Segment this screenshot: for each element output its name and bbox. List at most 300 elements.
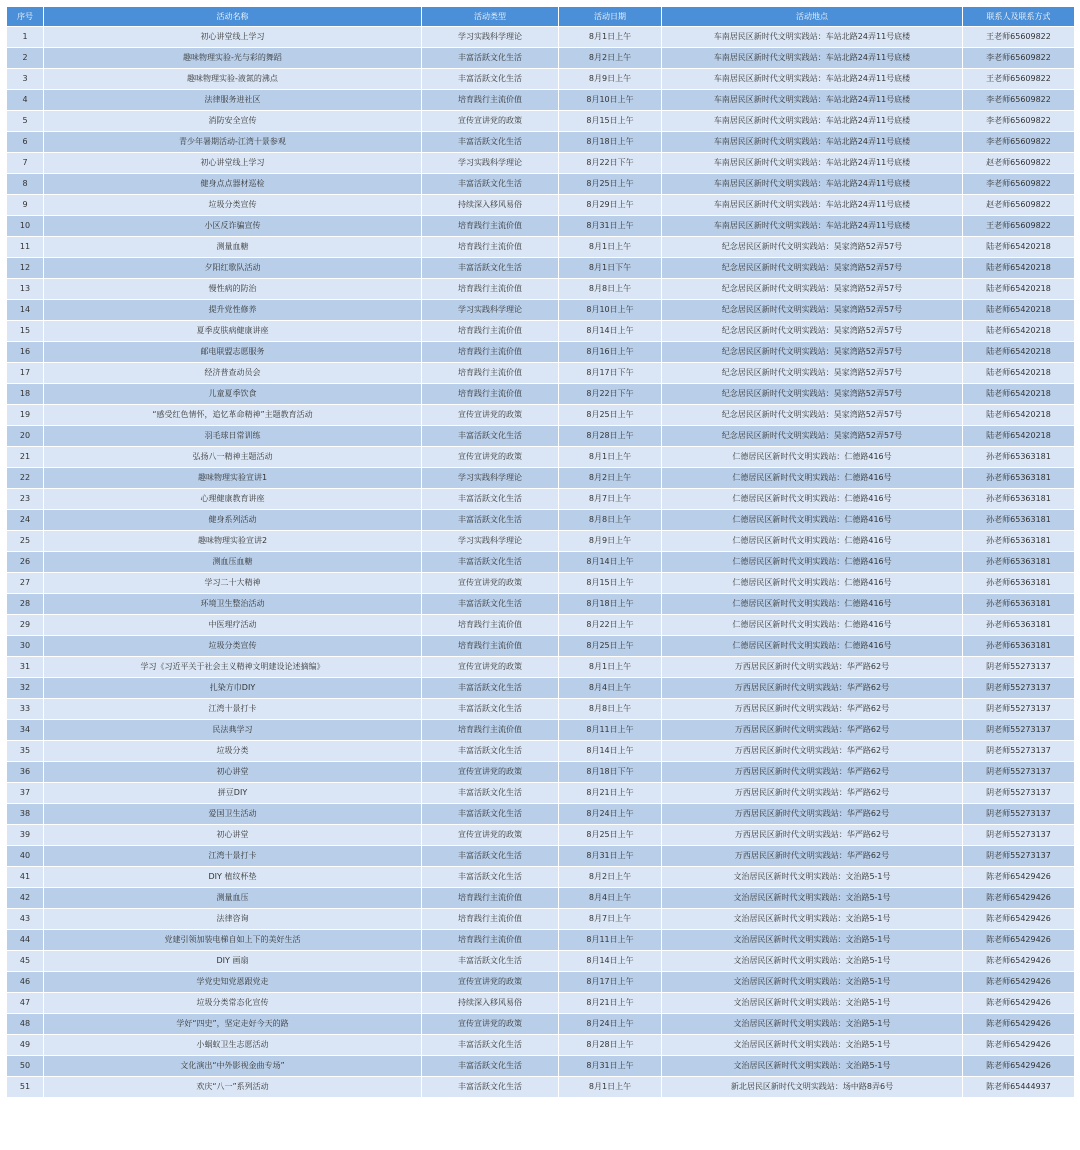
cell-contact: 孙老师65363181: [963, 552, 1075, 573]
cell-contact: 陈老师65444937: [963, 1077, 1075, 1098]
table-row: [7, 804, 1075, 825]
table-row: [7, 279, 1075, 300]
cell-activity-date: 8月31日上午: [559, 846, 662, 867]
cell-activity-type: 宣传宣讲党的政策: [422, 825, 559, 846]
cell-index: 14: [7, 300, 44, 321]
cell-activity-type: 丰富活跃文化生活: [422, 804, 559, 825]
cell-activity-name: 扎染方巾DIY: [44, 678, 422, 699]
cell-contact: 陆老师65420218: [963, 279, 1075, 300]
cell-activity-name: 江湾十景打卡: [44, 699, 422, 720]
cell-activity-type: 培育践行主流价值: [422, 321, 559, 342]
cell-index: 46: [7, 972, 44, 993]
cell-activity-name: 法律服务进社区: [44, 90, 422, 111]
cell-index: 35: [7, 741, 44, 762]
cell-index: 19: [7, 405, 44, 426]
cell-activity-date: 8月28日上午: [559, 426, 662, 447]
cell-activity-location: 仁德居民区新时代文明实践站：仁德路416号: [662, 552, 963, 573]
table-row: [7, 720, 1075, 741]
table-row: [7, 300, 1075, 321]
cell-activity-location: 文治居民区新时代文明实践站：文治路5-1号: [662, 930, 963, 951]
cell-activity-date: 8月11日上午: [559, 720, 662, 741]
cell-activity-type: 学习实践科学理论: [422, 27, 559, 48]
cell-activity-type: 丰富活跃文化生活: [422, 1056, 559, 1077]
cell-contact: 陈老师65429426: [963, 1035, 1075, 1056]
cell-activity-type: 培育践行主流价值: [422, 615, 559, 636]
cell-activity-location: 仁德居民区新时代文明实践站：仁德路416号: [662, 615, 963, 636]
header-activity-location: 活动地点: [662, 7, 963, 27]
cell-activity-type: 学习实践科学理论: [422, 300, 559, 321]
table-row: [7, 762, 1075, 783]
cell-activity-date: 8月7日上午: [559, 489, 662, 510]
cell-activity-type: 宣传宣讲党的政策: [422, 762, 559, 783]
cell-activity-name: 欢庆“八一”系列活动: [44, 1077, 422, 1098]
table-row: [7, 90, 1075, 111]
cell-activity-location: 仁德居民区新时代文明实践站：仁德路416号: [662, 447, 963, 468]
cell-activity-date: 8月4日上午: [559, 678, 662, 699]
cell-index: 2: [7, 48, 44, 69]
cell-index: 26: [7, 552, 44, 573]
cell-activity-date: 8月1日上午: [559, 237, 662, 258]
cell-activity-date: 8月18日下午: [559, 762, 662, 783]
cell-contact: 陆老师65420218: [963, 237, 1075, 258]
cell-contact: 赵老师65609822: [963, 153, 1075, 174]
cell-contact: 李老师65609822: [963, 111, 1075, 132]
cell-index: 33: [7, 699, 44, 720]
cell-activity-type: 培育践行主流价值: [422, 909, 559, 930]
cell-index: 39: [7, 825, 44, 846]
cell-activity-name: 垃圾分类: [44, 741, 422, 762]
table-row: [7, 531, 1075, 552]
cell-activity-type: 持续深入移风易俗: [422, 195, 559, 216]
cell-activity-name: 初心讲堂线上学习: [44, 153, 422, 174]
cell-index: 38: [7, 804, 44, 825]
cell-index: 9: [7, 195, 44, 216]
cell-activity-date: 8月14日上午: [559, 552, 662, 573]
cell-contact: 李老师65609822: [963, 132, 1075, 153]
cell-contact: 李老师65609822: [963, 174, 1075, 195]
cell-activity-name: 学习《习近平关于社会主义精神文明建设论述摘编》: [44, 657, 422, 678]
cell-activity-name: 趣味物理实验宣讲2: [44, 531, 422, 552]
cell-index: 36: [7, 762, 44, 783]
cell-activity-type: 丰富活跃文化生活: [422, 678, 559, 699]
cell-activity-date: 8月17日上午: [559, 972, 662, 993]
cell-activity-name: 消防安全宣传: [44, 111, 422, 132]
cell-activity-name: 测血压血糖: [44, 552, 422, 573]
cell-activity-name: 羽毛球日常训练: [44, 426, 422, 447]
cell-activity-type: 培育践行主流价值: [422, 342, 559, 363]
cell-activity-date: 8月21日上午: [559, 783, 662, 804]
cell-index: 1: [7, 27, 44, 48]
cell-activity-date: 8月29日上午: [559, 195, 662, 216]
cell-activity-date: 8月2日上午: [559, 867, 662, 888]
cell-index: 23: [7, 489, 44, 510]
cell-contact: 阴老师55273137: [963, 825, 1075, 846]
table-row: [7, 174, 1075, 195]
table-row: [7, 27, 1075, 48]
table-row: [7, 636, 1075, 657]
cell-activity-date: 8月8日上午: [559, 279, 662, 300]
table-row: [7, 1056, 1075, 1077]
cell-index: 30: [7, 636, 44, 657]
cell-activity-date: 8月14日上午: [559, 741, 662, 762]
cell-activity-date: 8月7日上午: [559, 909, 662, 930]
cell-activity-location: 仁德居民区新时代文明实践站：仁德路416号: [662, 489, 963, 510]
cell-contact: 孙老师65363181: [963, 447, 1075, 468]
table-row: [7, 363, 1075, 384]
cell-contact: 孙老师65363181: [963, 489, 1075, 510]
cell-activity-type: 培育践行主流价值: [422, 279, 559, 300]
cell-activity-location: 文治居民区新时代文明实践站：文治路5-1号: [662, 909, 963, 930]
cell-activity-name: 趣味物理实验宣讲1: [44, 468, 422, 489]
cell-contact: 陈老师65429426: [963, 867, 1075, 888]
cell-activity-date: 8月24日上午: [559, 804, 662, 825]
cell-activity-type: 宣传宣讲党的政策: [422, 405, 559, 426]
table-row: [7, 153, 1075, 174]
cell-activity-name: 儿童夏季饮食: [44, 384, 422, 405]
cell-contact: 陈老师65429426: [963, 951, 1075, 972]
cell-activity-type: 丰富活跃文化生活: [422, 867, 559, 888]
cell-index: 16: [7, 342, 44, 363]
cell-activity-location: 万西居民区新时代文明实践站：华严路62号: [662, 720, 963, 741]
cell-activity-location: 车南居民区新时代文明实践站：车站北路24弄11号底楼: [662, 90, 963, 111]
cell-contact: 阴老师55273137: [963, 678, 1075, 699]
cell-index: 29: [7, 615, 44, 636]
cell-index: 20: [7, 426, 44, 447]
cell-activity-location: 仁德居民区新时代文明实践站：仁德路416号: [662, 531, 963, 552]
cell-index: 18: [7, 384, 44, 405]
cell-activity-name: 学好“四史”，坚定走好今天的路: [44, 1014, 422, 1035]
cell-activity-location: 车南居民区新时代文明实践站：车站北路24弄11号底楼: [662, 69, 963, 90]
cell-contact: 陈老师65429426: [963, 888, 1075, 909]
table-row: [7, 573, 1075, 594]
table-row: [7, 699, 1075, 720]
cell-activity-location: 纪念居民区新时代文明实践站：昊家湾路52弄57号: [662, 342, 963, 363]
cell-contact: 陈老师65429426: [963, 972, 1075, 993]
cell-activity-location: 仁德居民区新时代文明实践站：仁德路416号: [662, 573, 963, 594]
cell-activity-date: 8月21日上午: [559, 993, 662, 1014]
cell-activity-location: 万西居民区新时代文明实践站：华严路62号: [662, 741, 963, 762]
cell-activity-date: 8月15日上午: [559, 573, 662, 594]
table-row: [7, 846, 1075, 867]
table-row: [7, 132, 1075, 153]
cell-activity-name: 学习二十大精神: [44, 573, 422, 594]
cell-activity-type: 丰富活跃文化生活: [422, 489, 559, 510]
cell-activity-location: 万西居民区新时代文明实践站：华严路62号: [662, 699, 963, 720]
cell-activity-location: 万西居民区新时代文明实践站：华严路62号: [662, 846, 963, 867]
cell-activity-name: 垃圾分类宣传: [44, 195, 422, 216]
table-row: [7, 972, 1075, 993]
cell-contact: 陈老师65429426: [963, 909, 1075, 930]
cell-contact: 阴老师55273137: [963, 846, 1075, 867]
cell-activity-name: 初心讲堂线上学习: [44, 27, 422, 48]
cell-activity-name: 心理健康教育讲座: [44, 489, 422, 510]
cell-index: 22: [7, 468, 44, 489]
cell-index: 11: [7, 237, 44, 258]
cell-activity-name: 趣味物理实验-液氮的沸点: [44, 69, 422, 90]
table-row: [7, 1035, 1075, 1056]
cell-activity-name: 初心讲堂: [44, 825, 422, 846]
cell-activity-location: 万西居民区新时代文明实践站：华严路62号: [662, 825, 963, 846]
cell-activity-location: 纪念居民区新时代文明实践站：昊家湾路52弄57号: [662, 300, 963, 321]
table-row: [7, 594, 1075, 615]
cell-activity-name: 慢性病的防治: [44, 279, 422, 300]
cell-index: 8: [7, 174, 44, 195]
cell-activity-type: 丰富活跃文化生活: [422, 1035, 559, 1056]
cell-activity-name: 小区反诈骗宣传: [44, 216, 422, 237]
cell-contact: 陈老师65429426: [963, 993, 1075, 1014]
cell-contact: 孙老师65363181: [963, 573, 1075, 594]
cell-activity-name: 弘扬八一精神主题活动: [44, 447, 422, 468]
cell-index: 4: [7, 90, 44, 111]
cell-contact: 阴老师55273137: [963, 741, 1075, 762]
cell-activity-type: 丰富活跃文化生活: [422, 1077, 559, 1098]
cell-index: 21: [7, 447, 44, 468]
cell-activity-type: 培育践行主流价值: [422, 888, 559, 909]
cell-activity-location: 车南居民区新时代文明实践站：车站北路24弄11号底楼: [662, 174, 963, 195]
cell-activity-date: 8月2日上午: [559, 468, 662, 489]
table-row: [7, 678, 1075, 699]
cell-contact: 陆老师65420218: [963, 321, 1075, 342]
cell-contact: 陆老师65420218: [963, 258, 1075, 279]
cell-activity-type: 培育践行主流价值: [422, 363, 559, 384]
cell-activity-date: 8月31日上午: [559, 1056, 662, 1077]
cell-activity-name: DIY 植纹杯垫: [44, 867, 422, 888]
table-row: [7, 405, 1075, 426]
cell-index: 28: [7, 594, 44, 615]
cell-activity-location: 万西居民区新时代文明实践站：华严路62号: [662, 804, 963, 825]
cell-activity-type: 宣传宣讲党的政策: [422, 111, 559, 132]
cell-activity-date: 8月10日上午: [559, 300, 662, 321]
cell-activity-type: 宣传宣讲党的政策: [422, 972, 559, 993]
cell-activity-type: 丰富活跃文化生活: [422, 951, 559, 972]
cell-contact: 孙老师65363181: [963, 468, 1075, 489]
cell-index: 15: [7, 321, 44, 342]
cell-activity-date: 8月22日下午: [559, 153, 662, 174]
cell-activity-location: 文治居民区新时代文明实践站：文治路5-1号: [662, 888, 963, 909]
cell-contact: 赵老师65609822: [963, 195, 1075, 216]
cell-index: 45: [7, 951, 44, 972]
cell-activity-name: 青少年暑期活动-江湾十景参观: [44, 132, 422, 153]
cell-activity-location: 车南居民区新时代文明实践站：车站北路24弄11号底楼: [662, 216, 963, 237]
cell-activity-name: 中医理疗活动: [44, 615, 422, 636]
cell-activity-date: 8月25日上午: [559, 174, 662, 195]
cell-index: 25: [7, 531, 44, 552]
table-row: [7, 552, 1075, 573]
table-row: [7, 615, 1075, 636]
cell-activity-location: 纪念居民区新时代文明实践站：昊家湾路52弄57号: [662, 426, 963, 447]
cell-activity-location: 车南居民区新时代文明实践站：车站北路24弄11号底楼: [662, 111, 963, 132]
cell-index: 47: [7, 993, 44, 1014]
cell-activity-type: 宣传宣讲党的政策: [422, 1014, 559, 1035]
cell-activity-type: 丰富活跃文化生活: [422, 258, 559, 279]
cell-activity-location: 仁德居民区新时代文明实践站：仁德路416号: [662, 468, 963, 489]
table-row: [7, 510, 1075, 531]
cell-activity-name: 提升党性修养: [44, 300, 422, 321]
cell-contact: 阴老师55273137: [963, 783, 1075, 804]
cell-activity-location: 车南居民区新时代文明实践站：车站北路24弄11号底楼: [662, 153, 963, 174]
cell-activity-name: 文化演出“中外影视金曲专场”: [44, 1056, 422, 1077]
cell-activity-type: 丰富活跃文化生活: [422, 132, 559, 153]
cell-activity-type: 丰富活跃文化生活: [422, 741, 559, 762]
cell-activity-type: 培育践行主流价值: [422, 636, 559, 657]
cell-activity-location: 文治居民区新时代文明实践站：文治路5-1号: [662, 951, 963, 972]
cell-contact: 陆老师65420218: [963, 426, 1075, 447]
cell-index: 24: [7, 510, 44, 531]
cell-activity-type: 丰富活跃文化生活: [422, 594, 559, 615]
header-activity-date: 活动日期: [559, 7, 662, 27]
table-row: [7, 741, 1075, 762]
cell-index: 51: [7, 1077, 44, 1098]
table-row: [7, 258, 1075, 279]
cell-activity-type: 宣传宣讲党的政策: [422, 657, 559, 678]
cell-index: 42: [7, 888, 44, 909]
cell-activity-location: 纪念居民区新时代文明实践站：昊家湾路52弄57号: [662, 237, 963, 258]
cell-activity-date: 8月1日上午: [559, 657, 662, 678]
cell-activity-type: 丰富活跃文化生活: [422, 510, 559, 531]
cell-activity-name: 趣味物理实验-光与彩的舞蹈: [44, 48, 422, 69]
cell-activity-type: 学习实践科学理论: [422, 531, 559, 552]
cell-contact: 陈老师65429426: [963, 930, 1075, 951]
cell-contact: 孙老师65363181: [963, 594, 1075, 615]
cell-activity-location: 车南居民区新时代文明实践站：车站北路24弄11号底楼: [662, 195, 963, 216]
cell-index: 3: [7, 69, 44, 90]
cell-contact: 李老师65609822: [963, 48, 1075, 69]
cell-activity-name: 测量血糖: [44, 237, 422, 258]
table-row: [7, 468, 1075, 489]
cell-activity-location: 文治居民区新时代文明实践站：文治路5-1号: [662, 1014, 963, 1035]
cell-index: 6: [7, 132, 44, 153]
cell-contact: 孙老师65363181: [963, 510, 1075, 531]
cell-activity-location: 万西居民区新时代文明实践站：华严路62号: [662, 657, 963, 678]
cell-activity-location: 纪念居民区新时代文明实践站：昊家湾路52弄57号: [662, 363, 963, 384]
cell-contact: 陆老师65420218: [963, 300, 1075, 321]
cell-activity-type: 丰富活跃文化生活: [422, 426, 559, 447]
cell-contact: 阴老师55273137: [963, 657, 1075, 678]
cell-activity-date: 8月25日上午: [559, 405, 662, 426]
cell-activity-date: 8月15日上午: [559, 111, 662, 132]
cell-activity-date: 8月1日上午: [559, 27, 662, 48]
cell-index: 49: [7, 1035, 44, 1056]
cell-activity-type: 学习实践科学理论: [422, 468, 559, 489]
cell-activity-date: 8月18日上午: [559, 594, 662, 615]
table-row: [7, 216, 1075, 237]
cell-activity-location: 文治居民区新时代文明实践站：文治路5-1号: [662, 993, 963, 1014]
cell-activity-location: 车南居民区新时代文明实践站：车站北路24弄11号底楼: [662, 132, 963, 153]
cell-activity-name: 健身点点器材巡检: [44, 174, 422, 195]
cell-index: 5: [7, 111, 44, 132]
cell-contact: 阴老师55273137: [963, 699, 1075, 720]
cell-activity-date: 8月14日上午: [559, 951, 662, 972]
cell-activity-date: 8月14日上午: [559, 321, 662, 342]
table-row: [7, 888, 1075, 909]
cell-index: 40: [7, 846, 44, 867]
cell-activity-name: 法律咨询: [44, 909, 422, 930]
table-row: [7, 1014, 1075, 1035]
table-row: [7, 426, 1075, 447]
cell-activity-type: 丰富活跃文化生活: [422, 174, 559, 195]
cell-activity-name: 江湾十景打卡: [44, 846, 422, 867]
cell-index: 17: [7, 363, 44, 384]
cell-contact: 王老师65609822: [963, 69, 1075, 90]
cell-activity-location: 仁德居民区新时代文明实践站：仁德路416号: [662, 594, 963, 615]
table-row: [7, 321, 1075, 342]
cell-activity-date: 8月1日上午: [559, 1077, 662, 1098]
table-row: [7, 951, 1075, 972]
cell-activity-date: 8月4日上午: [559, 888, 662, 909]
cell-activity-date: 8月22日下午: [559, 384, 662, 405]
cell-activity-type: 丰富活跃文化生活: [422, 69, 559, 90]
cell-index: 27: [7, 573, 44, 594]
header-activity-name: 活动名称: [44, 7, 422, 27]
table-row: [7, 384, 1075, 405]
cell-index: 13: [7, 279, 44, 300]
cell-activity-type: 丰富活跃文化生活: [422, 699, 559, 720]
cell-activity-location: 新北居民区新时代文明实践站：场中路8弄6号: [662, 1077, 963, 1098]
cell-contact: 陆老师65420218: [963, 384, 1075, 405]
cell-activity-type: 丰富活跃文化生活: [422, 48, 559, 69]
table-row: [7, 195, 1075, 216]
table-row: [7, 237, 1075, 258]
table-row: [7, 993, 1075, 1014]
cell-activity-type: 丰富活跃文化生活: [422, 552, 559, 573]
cell-index: 44: [7, 930, 44, 951]
cell-contact: 阴老师55273137: [963, 720, 1075, 741]
cell-activity-type: 丰富活跃文化生活: [422, 846, 559, 867]
table-header-row: [7, 7, 1075, 27]
cell-activity-location: 仁德居民区新时代文明实践站：仁德路416号: [662, 510, 963, 531]
cell-activity-location: 纪念居民区新时代文明实践站：昊家湾路52弄57号: [662, 321, 963, 342]
cell-contact: 王老师65609822: [963, 27, 1075, 48]
cell-activity-type: 培育践行主流价值: [422, 930, 559, 951]
cell-activity-type: 学习实践科学理论: [422, 153, 559, 174]
cell-contact: 陆老师65420218: [963, 342, 1075, 363]
cell-contact: 阴老师55273137: [963, 762, 1075, 783]
cell-activity-date: 8月2日上午: [559, 48, 662, 69]
cell-activity-location: 万西居民区新时代文明实践站：华严路62号: [662, 678, 963, 699]
cell-activity-type: 持续深入移风易俗: [422, 993, 559, 1014]
cell-activity-location: 万西居民区新时代文明实践站：华严路62号: [662, 783, 963, 804]
cell-index: 10: [7, 216, 44, 237]
cell-activity-date: 8月25日上午: [559, 636, 662, 657]
cell-activity-location: 万西居民区新时代文明实践站：华严路62号: [662, 762, 963, 783]
cell-activity-location: 文治居民区新时代文明实践站：文治路5-1号: [662, 972, 963, 993]
cell-contact: 陆老师65420218: [963, 363, 1075, 384]
cell-activity-date: 8月8日上午: [559, 510, 662, 531]
cell-activity-date: 8月25日上午: [559, 825, 662, 846]
cell-activity-name: 夏季皮肤病健康讲座: [44, 321, 422, 342]
cell-activity-date: 8月1日下午: [559, 258, 662, 279]
cell-activity-location: 纪念居民区新时代文明实践站：昊家湾路52弄57号: [662, 279, 963, 300]
cell-activity-type: 宣传宣讲党的政策: [422, 573, 559, 594]
cell-activity-location: 仁德居民区新时代文明实践站：仁德路416号: [662, 636, 963, 657]
cell-activity-date: 8月31日上午: [559, 216, 662, 237]
cell-contact: 王老师65609822: [963, 216, 1075, 237]
cell-activity-type: 培育践行主流价值: [422, 90, 559, 111]
table-row: [7, 783, 1075, 804]
cell-index: 31: [7, 657, 44, 678]
cell-index: 12: [7, 258, 44, 279]
cell-activity-name: 环境卫生整治活动: [44, 594, 422, 615]
cell-activity-name: 学党史知党恩跟党走: [44, 972, 422, 993]
cell-contact: 孙老师65363181: [963, 615, 1075, 636]
cell-activity-name: 夕阳红歌队活动: [44, 258, 422, 279]
cell-activity-name: 小蜗蚁卫生志愿活动: [44, 1035, 422, 1056]
cell-activity-name: 经济普查动员会: [44, 363, 422, 384]
cell-index: 32: [7, 678, 44, 699]
cell-activity-name: 初心讲堂: [44, 762, 422, 783]
cell-activity-location: 纪念居民区新时代文明实践站：昊家湾路52弄57号: [662, 405, 963, 426]
header-index: 序号: [7, 7, 44, 27]
